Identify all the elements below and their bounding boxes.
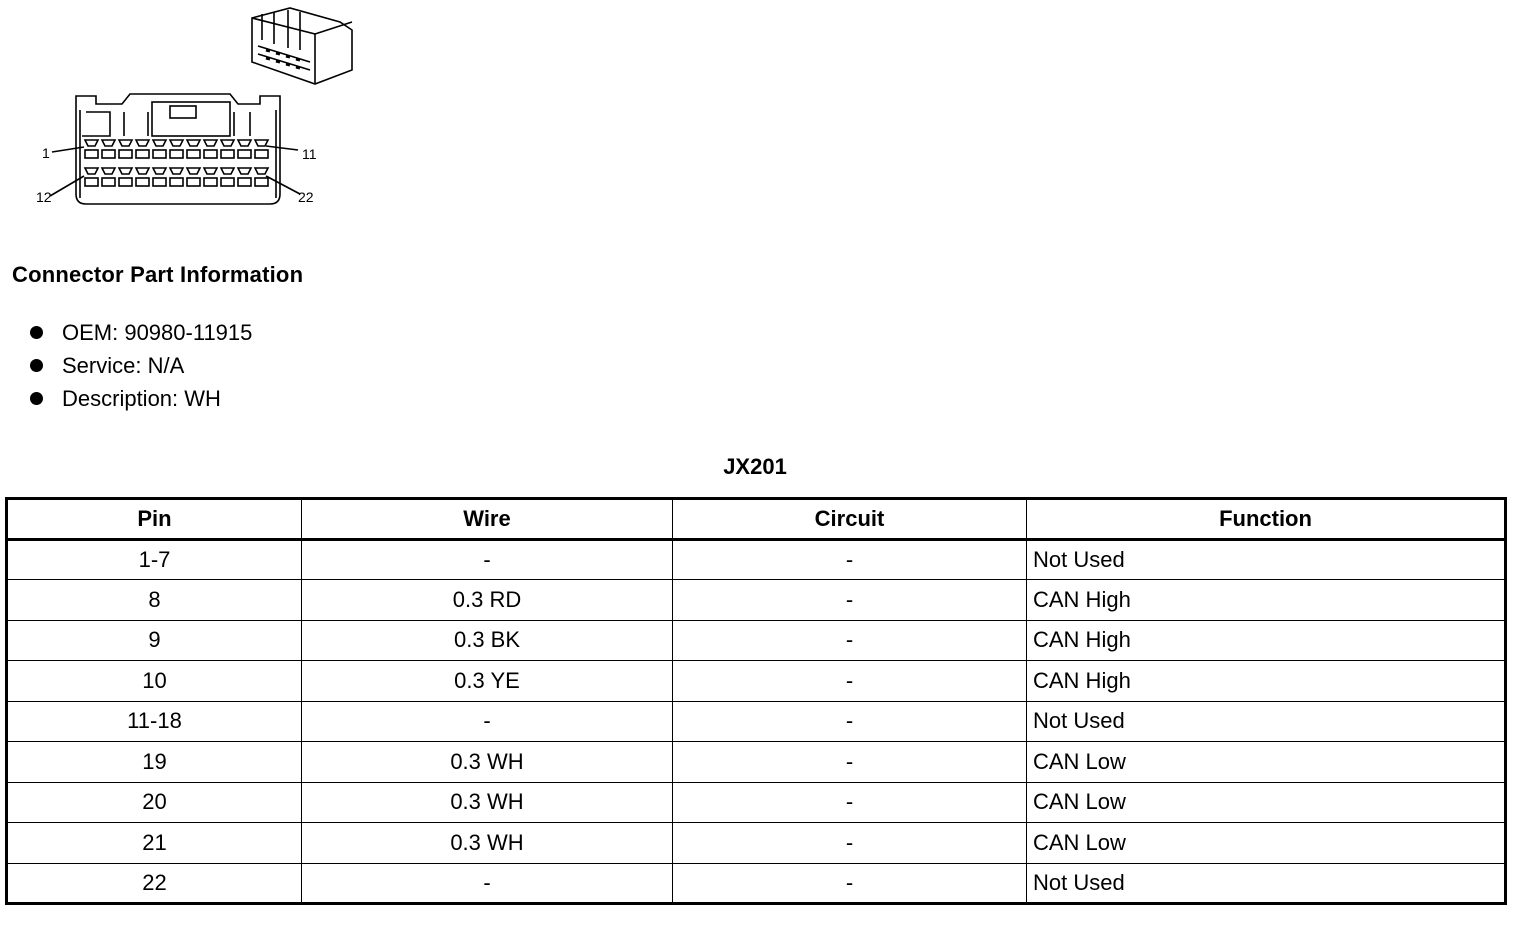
list-item [30,349,252,382]
cell-wire: 0.3 RD [302,580,673,621]
table-row [7,539,1506,580]
connector-3d-view [252,8,352,84]
cell-function: CAN Low [1027,742,1506,783]
pin-latch [136,140,149,146]
connector-diagram [30,0,370,215]
cell-pin: 11-18 [7,701,302,742]
pin-latch [255,168,268,174]
pin-label-11: 11 [302,146,317,162]
pin-latch [119,168,132,174]
cell-wire: - [302,863,673,904]
pin-cavity [187,178,200,186]
cell-function: Not Used [1027,863,1506,904]
cell-function: Not Used [1027,701,1506,742]
pin-cavity [255,178,268,186]
pin-label-22: 22 [298,189,314,205]
cell-pin: 1-7 [7,539,302,580]
pin-cavity [238,178,251,186]
connector-face-view [50,94,300,204]
table-row [7,620,1506,661]
cell-function: CAN High [1027,661,1506,702]
bullet-icon [30,359,43,372]
pin-cavity [102,178,115,186]
connector-info-list [30,316,252,415]
pinout-table [5,497,1507,905]
table-row [7,580,1506,621]
pin-latch [170,140,183,146]
pin-cavity [136,178,149,186]
cell-function: CAN High [1027,580,1506,621]
pin-cavity [85,150,98,158]
table-row [7,863,1506,904]
pin-latch [170,168,183,174]
cell-pin: 9 [7,620,302,661]
cell-circuit: - [673,620,1027,661]
table-row [7,701,1506,742]
cell-function: CAN High [1027,620,1506,661]
pin-latch [102,168,115,174]
pin-latch [119,140,132,146]
cell-wire: 0.3 WH [302,742,673,783]
pin-grid [85,140,268,186]
pin-latch [153,140,166,146]
pin-cavity [204,178,217,186]
pin-cavity [221,150,234,158]
info-description: Description: WH [62,386,221,411]
cell-function: CAN Low [1027,782,1506,823]
table-row [7,823,1506,864]
cell-pin: 21 [7,823,302,864]
bullet-icon [30,326,43,339]
pin-latch [204,168,217,174]
cell-circuit: - [673,701,1027,742]
cell-pin: 10 [7,661,302,702]
cell-circuit: - [673,863,1027,904]
bullet-icon [30,392,43,405]
cell-wire: 0.3 YE [302,661,673,702]
cell-circuit: - [673,823,1027,864]
pin-latch [221,168,234,174]
pin-cavity [153,150,166,158]
cell-wire: - [302,701,673,742]
pin-latch [204,140,217,146]
pin-latch [102,140,115,146]
pin-cavity [255,150,268,158]
pin-latch [85,168,98,174]
header-circuit: Circuit [673,499,1027,540]
header-pin: Pin [7,499,302,540]
pin-latch [238,168,251,174]
table-header-row [7,499,1506,540]
cell-pin: 22 [7,863,302,904]
header-wire: Wire [302,499,673,540]
pin-cavity [119,150,132,158]
pin-latch [221,140,234,146]
cell-function: Not Used [1027,539,1506,580]
pin-cavity [238,150,251,158]
list-item [30,316,252,349]
info-oem: OEM: 90980-11915 [62,320,253,345]
cell-pin: 20 [7,782,302,823]
table-row [7,742,1506,783]
table-row [7,782,1506,823]
cell-circuit: - [673,539,1027,580]
pin-cavity [102,150,115,158]
pin-cavity [119,178,132,186]
pin-cavity [170,178,183,186]
pin-latch [85,140,98,146]
cell-circuit: - [673,742,1027,783]
header-function: Function [1027,499,1506,540]
pin-cavity [187,150,200,158]
pin-cavity [170,150,183,158]
cell-circuit: - [673,782,1027,823]
cell-wire: - [302,539,673,580]
cell-function: CAN Low [1027,823,1506,864]
pin-cavity [136,150,149,158]
pin-cavity [221,178,234,186]
cell-wire: 0.3 BK [302,620,673,661]
pin-label-1: 1 [42,145,50,161]
table-title: JX201 [723,454,787,479]
cell-pin: 8 [7,580,302,621]
table-row [7,661,1506,702]
pin-latch [153,168,166,174]
cell-wire: 0.3 WH [302,782,673,823]
pin-cavity [85,178,98,186]
cell-circuit: - [673,661,1027,702]
cell-wire: 0.3 WH [302,823,673,864]
pin-cavity [204,150,217,158]
pin-latch [187,168,200,174]
pin-latch [255,140,268,146]
pin-latch [136,168,149,174]
pin-latch [238,140,251,146]
info-service: Service: N/A [62,353,185,378]
connector-info-title: Connector Part Information [12,262,304,287]
pin-latch [187,140,200,146]
cell-circuit: - [673,580,1027,621]
cell-pin: 19 [7,742,302,783]
pin-label-12: 12 [36,189,52,205]
list-item [30,382,252,415]
pin-cavity [153,178,166,186]
